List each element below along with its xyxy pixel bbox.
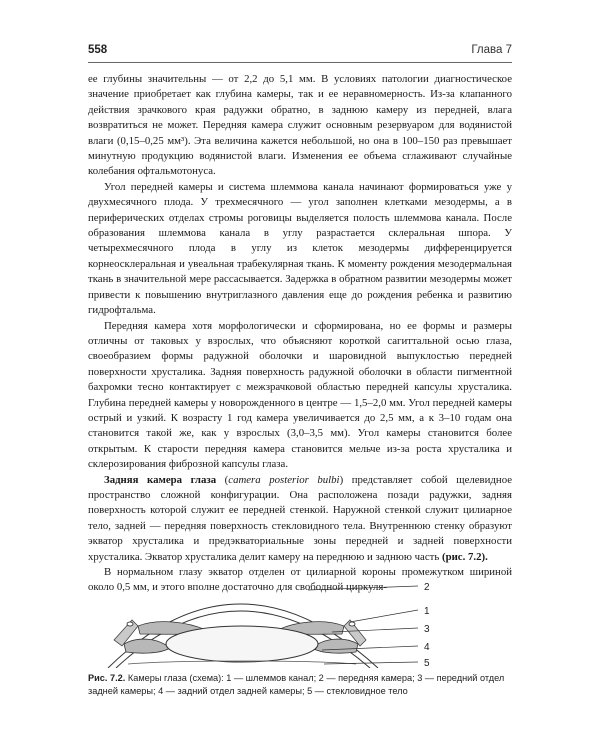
label-5: 5: [424, 658, 430, 668]
label-2: 2: [424, 582, 430, 593]
page-number: 558: [88, 44, 108, 56]
paragraph-3: Передняя камера хотя морфологически и сформирована, но ее формы и размеры отличны от таковых у взрослых, что объясняют короткой сагиттальной осью глаза, своеобразием формы радужной оболочки и шаровидной выпуклостью передней поверхности хрусталика. Задняя поверхность радужной оболочки в области пигментной бахромки тесно контактирует с межзрачковой областью передней капсулы хрусталика. Глубина передней камеры у новорожденного в центре — 1,5–2,0 мм. Угол передней камеры острый и узкий. К возрасту 1 год камера увеличивается до 2,5 мм, а к 3–10 годам она становится такой же, как у взрослых (3,0–3,5 мм). Угол камеры становится более открытым. К старости передняя камера становится мельче из-за роста хрусталика и склерозирования фиброзной капсулы глаза.: [88, 319, 512, 471]
schlemm-canal-right: [349, 622, 355, 626]
term-posterior-chamber: Задняя камера глаза: [104, 473, 217, 486]
header-rule: [88, 62, 512, 63]
label-4: 4: [424, 642, 430, 653]
eye-chambers-diagram: [88, 560, 512, 668]
chapter-title: Глава 7: [471, 44, 512, 56]
figure-caption: [88, 672, 512, 698]
caption-label: Рис. 7.2.: [88, 673, 126, 683]
paragraph-2: Угол передней камеры и система шлеммова канала начинают формироваться уже у двухмесячного плода. У трехмесячного — угол заполнен клетками мезодермы, а в периферических отделах стромы роговицы выделяется полость шлеммова канала. После образования шлеммова канала в углу разрастается склеральная шпора. У четырехмесячного плода в углу из клеток мезодермы дифференцируется корнеосклеральная и увеальная трабекулярная ткань. К моменту рождения мезодермальная ткань в значительной мере рассасывается. Задержка в обратном развитии мезодермы может привести к повышению внутриглазного давления еще до рождения ребенка и развитию гидрофтальма.: [88, 180, 512, 317]
ciliary-body-left: [124, 639, 170, 653]
paragraph-last: В нормальном глазу экватор отделен от цилиарной короны промежутком шириной около 0,5 мм, и этого вполне достаточно для свободной циркуля-: [88, 566, 512, 594]
label-1: 1: [424, 606, 430, 617]
label-3: 3: [424, 624, 430, 635]
posterior-text: представляет собой щелевидное пространство сложной конфигурации. Она расположена позади радужки, задняя поверхность которой служит ее передней стенкой. Наружной стенкой служит цилиарное тело, задней — передняя поверхность стекловидного тела. Внутреннюю стенку образуют экватор хрусталика и предэкваториальные зоны передней и задней поверхности хрусталика. Экватор хрусталика делит камеру на переднюю и заднюю часть: [88, 473, 513, 563]
figure-reference: (рис. 7.2).: [441, 550, 488, 563]
running-header: [88, 44, 512, 64]
leader-2: [308, 586, 418, 590]
leader-3: [332, 628, 418, 632]
paragraph-posterior-chamber: Задняя камера глаза (camera posterior bulbi) представляет собой щелевидное пространство сложной конфигурации. Она расположена позади радужки, задняя поверхность которой служит ее передней стенкой. Наружной стенкой служит цилиарное тело, задней — передняя поверхность стекловидного тела. Внутреннюю стенку образуют экватор хрусталика и предэкваториальные зоны передней и задней поверхности хрусталика. Экватор хрусталика делит камеру на переднюю и заднюю часть (рис. 7.2).: [88, 473, 513, 563]
latin-term: camera posterior bulbi: [228, 473, 340, 486]
body-text: [88, 72, 512, 596]
schlemm-canal-left: [127, 622, 133, 626]
leader-1: [350, 610, 418, 622]
paragraph-1: ее глубины значительны — от 2,2 до 5,1 мм. В условиях патологии диагностическое значение приобретает как глубина камеры, так и ее неравномерность. Из-за клапанного действия зрачкового края радужки обратно, в заднюю камеру из передней, влага возвратиться не может. Передняя камера служит основным резервуаром для водянистой влаги (0,15–0,25 мм³). Эта величина кажется небольшой, но она в 100–150 раз превышает минутную продукцию водянистой влаги. Изменения ее объема сглаживают случайные колебания офтальмотонуса.: [88, 73, 512, 178]
caption-text: Камеры глаза (схема): 1 — шлеммов канал; 2 — передняя камера; 3 — передний отдел задней камеры; 4 — задний отдел задней камеры; 5 — стекловидное тело: [88, 673, 505, 696]
ciliary-body-right: [312, 639, 358, 653]
lens: [166, 626, 318, 662]
